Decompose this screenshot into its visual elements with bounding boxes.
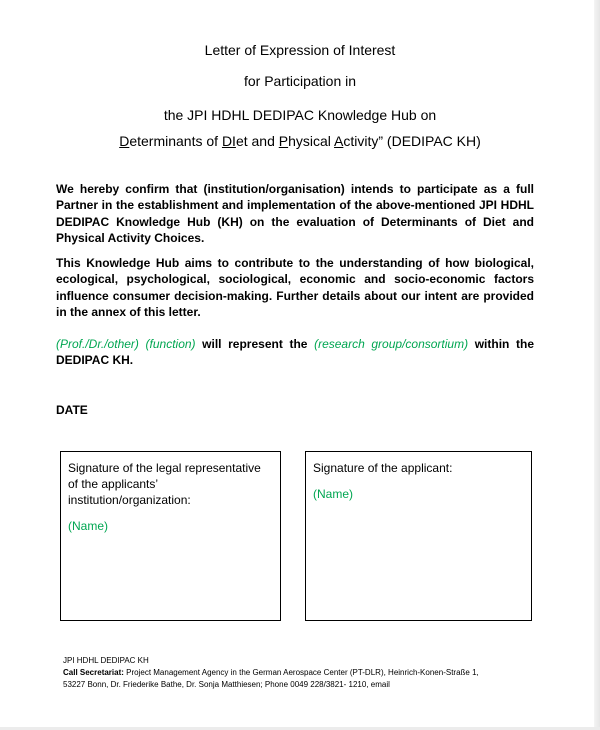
representation-paragraph (56, 336, 534, 369)
research-group-placeholder: (research group/consortium) (314, 337, 469, 351)
topic-di: DI (221, 133, 236, 149)
applicant-signature-label: Signature of the applicant: (313, 461, 453, 475)
topic-part: et and (235, 133, 279, 149)
footer (63, 655, 503, 691)
letter-subtitle: for Participation in (243, 73, 357, 89)
legal-representative-signature-box (60, 451, 281, 621)
representation-text: will represent the (195, 337, 315, 351)
prof-placeholder: (Prof./Dr./other) (56, 337, 139, 351)
topic-part: hysical (288, 133, 335, 149)
representation-tail: within the DEDIPAC KH. (56, 337, 534, 368)
applicant-signature-box (305, 451, 532, 621)
hub-topic-line (0, 133, 600, 149)
hub-aims-paragraph: This Knowledge Hub aims to contribute to the understanding of how biological, ecological, psychological, sociological, economic and socio-economic factors influence consumer decision-making. Further details about our intent are provided in the annex of this letter. (56, 256, 534, 320)
legal-representative-label: Signature of the legal representative of the applicants’ institution/organization: (68, 461, 261, 507)
footer-project: JPI HDHL DEDIPAC KH (63, 656, 149, 665)
topic-p: P (278, 133, 289, 149)
legal-representative-name-placeholder: (Name) (68, 519, 109, 533)
applicant-name-placeholder: (Name) (313, 487, 354, 501)
confirmation-paragraph: We hereby confirm that (institution/organisation) intends to participate as a full Partner in the establishment and implementation of the above-mentioned JPI HDHL DEDIPAC Knowledge Hub (KH) on the evaluation of Determinants of Diet and Physical Activity Choices. (56, 182, 534, 246)
hub-name-line: the JPI HDHL DEDIPAC Knowledge Hub on (163, 107, 437, 123)
topic-part: eterminants of (129, 133, 222, 149)
topic-part: ctivity” (DEDIPAC KH) (343, 133, 481, 149)
footer-secretariat-text: Project Management Agency in the German Aerospace Center (PT-DLR), Heinrich-Konen-Straße 1, 53227 Bonn, Dr. Friederike Bathe, Dr. Sonja Matthiesen; Phone 0049 228/3821- 1210, email (63, 668, 479, 689)
footer-secretariat (63, 667, 503, 691)
topic-d: D (119, 133, 130, 149)
letter-title: Letter of Expression of Interest (204, 42, 396, 58)
topic-a: A (334, 133, 344, 149)
date-label: DATE (56, 403, 88, 417)
function-placeholder: (function) (145, 337, 196, 351)
footer-secretariat-label: Call Secretariat: (63, 668, 124, 677)
